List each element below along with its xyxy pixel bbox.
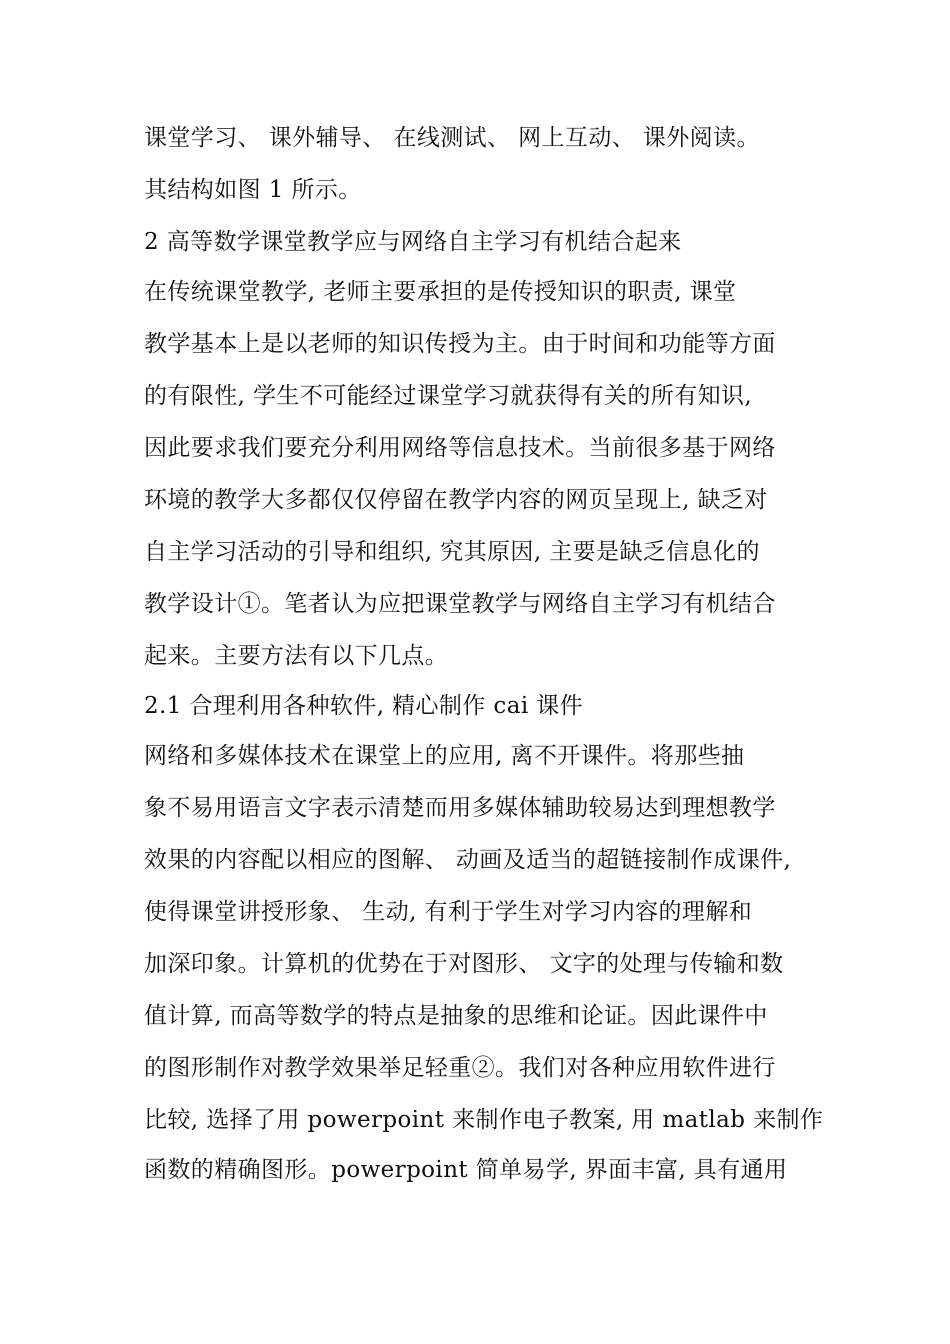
text-line: 其结构如图 1 所示。 [144,177,362,203]
text-line: 象不易用语言文字表示清楚而用多媒体辅助较易达到理想教学 [144,795,776,821]
text-line: 比较, 选择了用 powerpoint 来制作电子教案, 用 matlab 来制作 [144,1107,824,1133]
subsection-heading: 2.1 合理利用各种软件, 精心制作 cai 课件 [144,693,584,719]
text-line: 的有限性, 学生不可能经过课堂学习就获得有关的所有知识, [144,383,753,409]
text-line: 起来。主要方法有以下几点。 [144,643,449,669]
text-line: 使得课堂讲授形象、 生动, 有利于学生对学习内容的理解和 [144,899,753,925]
text-line: 函数的精确图形。powerpoint 简单易学, 界面丰富, 具有通用 [144,1157,788,1183]
text-line: 课堂学习、 课外辅导、 在线测试、 网上互动、 课外阅读。 [144,125,760,151]
text-line: 教学基本上是以老师的知识传授为主。由于时间和功能等方面 [144,331,776,357]
text-line: 因此要求我们要充分利用网络等信息技术。当前很多基于网络 [144,435,776,461]
section-heading: 2 高等数学课堂教学应与网络自主学习有机结合起来 [144,229,682,255]
text-line: 值计算, 而高等数学的特点是抽象的思维和论证。因此课件中 [144,1003,768,1029]
text-line: 效果的内容配以相应的图解、 动画及适当的超链接制作成课件, [144,847,792,873]
text-line: 在传统课堂教学, 老师主要承担的是传授知识的职责, 课堂 [144,279,737,305]
text-line: 加深印象。计算机的优势在于对图形、 文字的处理与传输和数 [144,951,784,977]
text-line: 的图形制作对教学效果举足轻重②。我们对各种应用软件进行 [144,1055,776,1081]
text-line: 自主学习活动的引导和组织, 究其原因, 主要是缺乏信息化的 [144,539,760,565]
text-line: 环境的教学大多都仅仅停留在教学内容的网页呈现上, 缺乏对 [144,487,768,513]
text-line: 网络和多媒体技术在课堂上的应用, 离不开课件。将那些抽 [144,743,745,769]
text-line: 教学设计①。笔者认为应把课堂教学与网络自主学习有机结合 [144,591,776,617]
